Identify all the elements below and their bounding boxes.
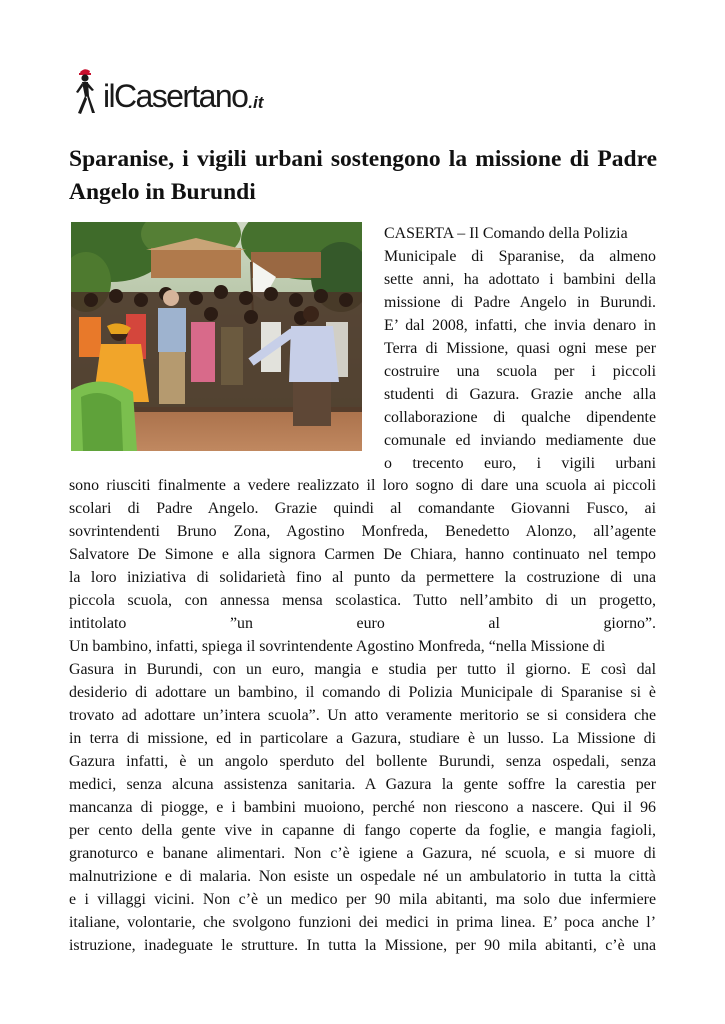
text-line: per cento della gente vive in capanne di fango coperte da foglie, e mangia fagioli,	[69, 822, 656, 839]
text-line: costruire una scuola per i piccoli	[384, 363, 656, 380]
text-line: Salvatore De Simone e alla signora Carmen De Chiara, hanno continuato nel tempo	[69, 546, 656, 563]
text-line: e i villaggi vicini. Non c’è un medico per 90 mila abitanti, ma solo due infermiere	[69, 891, 656, 908]
text-line: mancanza di piogge, e i bambini muoiono, perché non riescono a nascere. Qui il 96	[69, 799, 656, 816]
text-line: comunale ed inviando mediamente due	[384, 432, 656, 449]
text-line: sono riusciti finalmente a vedere realizzato il loro sogno di dare una scuola ai piccoli	[69, 477, 656, 494]
text-line: desiderio di adottare un bambino, il comando di Polizia Municipale di Sparanise si è	[69, 684, 656, 701]
text-line: medici, senza alcuna assistenza sanitaria. A Gazura la gente soffre la carestia per	[69, 776, 656, 793]
text-line: Municipale di Sparanise, da almeno	[384, 248, 656, 265]
article-body	[69, 474, 656, 957]
text-line: piccola scuola, con annessa mensa scolastica. Tutto nell’ambito di un progetto,	[69, 592, 656, 609]
text-line: CASERTA – Il Comando della Polizia	[384, 225, 628, 242]
text-line: in terra di missione, ed in particolare a Gazura, studiare è un lusso. La Missione di	[69, 730, 656, 747]
text-line: collaborazione di qualche dipendente	[384, 409, 656, 426]
text-line: istruzione, inadeguate le strutture. In tutta la Missione, per 90 mila abitanti, c’è una	[69, 937, 656, 954]
logo-domain: .it	[248, 93, 264, 112]
text-line: studenti di Gazura. Grazie anche alla	[384, 386, 656, 403]
text-line: Gazura infatti, è un angolo sperduto del bollente Burundi, senza ospedali, senza	[69, 753, 656, 770]
text-line: sette anni, ha adottato i bambini della	[384, 271, 656, 288]
text-line: trovato ad adottare un’intera scuola”. Un atto veramente meritorio se si considera che	[69, 707, 656, 724]
text-line: la loro iniziativa di solidarietà fino al punto da permettere la costruzione di una	[69, 569, 656, 586]
text-line: Un bambino, infatti, spiega il sovrintendente Agostino Monfreda, “nella Missione di	[69, 638, 606, 655]
article-title: Sparanise, i vigili urbani sostengono la missione di Padre Angelo in Burundi	[69, 146, 657, 205]
text-line: intitolato ”un euro al giorno”.	[69, 615, 656, 632]
logo-wordmark: ilCasertano	[103, 78, 248, 114]
text-line: Gasura in Burundi, con un euro, mangia e studia per tutto il giorno. E così dal	[69, 661, 656, 678]
text-line: missione di Padre Angelo in Burundi.	[384, 294, 656, 311]
text-line: italiane, volontarie, che svolgono funzioni dei medici in prima linea. E’ poca anche l’	[69, 914, 656, 931]
text-line: malnutrizione e di malaria. Non esiste un ospedale né un ambulatorio in tutta la città	[69, 868, 656, 885]
site-logo[interactable]	[72, 64, 263, 116]
text-line: o trecento euro, i vigili urbani	[384, 455, 656, 472]
text-line: sovrintendenti Bruno Zona, Agostino Monfreda, Benedetto Alonzo, all’agente	[69, 523, 656, 540]
article-intro-column	[384, 222, 656, 475]
article-photo	[71, 222, 362, 451]
walking-man-logo-icon	[72, 66, 102, 116]
text-line: E’ dal 2008, infatti, che invia denaro in	[384, 317, 656, 334]
text-line: scolari di Padre Angelo. Grazie quindi al comandante Giovanni Fusco, ai	[69, 500, 656, 517]
text-line: Terra di Missione, quasi ogni mese per	[384, 340, 656, 357]
text-line: granoturco e banane alimentari. Non c’è igiene a Gazura, né scuola, e si muore di	[69, 845, 656, 862]
